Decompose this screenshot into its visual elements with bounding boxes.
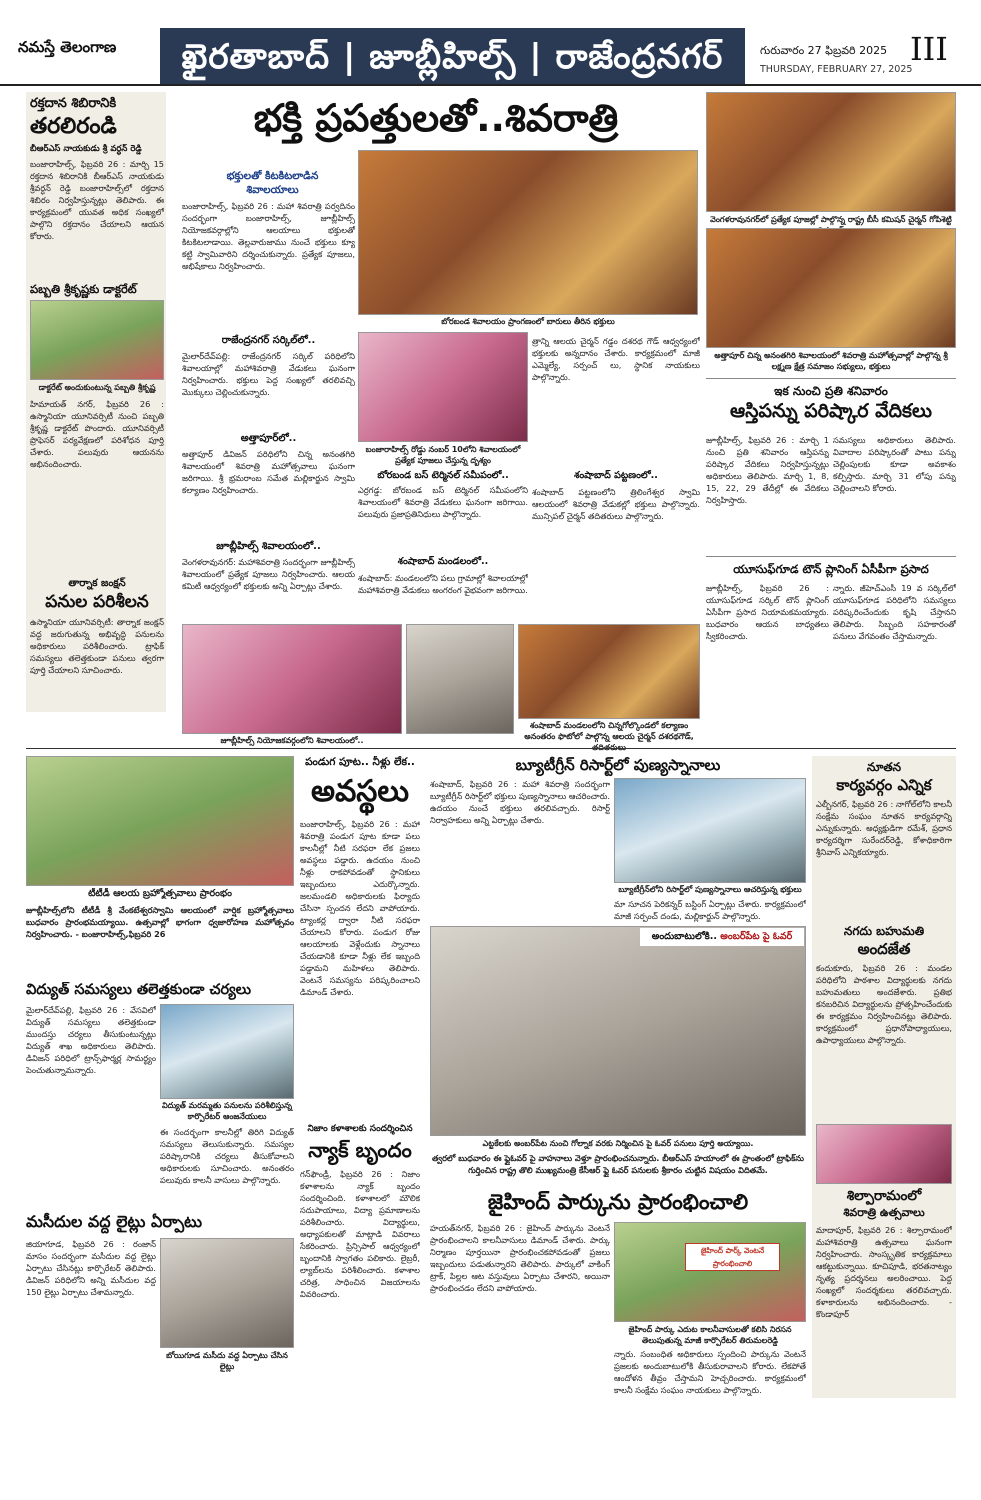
edition-title: ఖైరతాబాద్ | జూబ్లీహిల్స్ | రాజేంద్రనగర్	[160, 28, 745, 86]
property-tax-headline: ఆస్తిపన్ను పరిష్కార వేదికలు	[730, 400, 932, 422]
masthead	[0, 0, 981, 86]
mosque-body: జియాగూడ, ఫిబ్రవరి 26 : రంజాన్ మాసం సందర్భంగా మసీదుల వద్ద లైట్లు ఏర్పాటు చేసినట్లు కార్పొరేటర్ తెలిపారు. డివిజన్ పరిధిలోని అన్ని మసీదుల వద్ద 150 లైట్లు ఏర్పాటు చేశామన్నారు.	[26, 1239, 156, 1297]
water-headline: అవస్థలు	[310, 774, 410, 809]
lead-body-7: త్రాన్ని ఆలయ చైర్మన్ గడ్డం దశరథ గౌడ్ ఆధ్వర్యంలో భక్తులకు అన్నదానం చేశారు. కార్యక్రమంలో మాజీ ఎమ్మెల్యే, సర్పంచ్ లు, స్థానిక నాయకులు పాల్గొన్నారు.	[532, 336, 700, 382]
left-headline-2: పబ్బతి శ్రీకృష్ణకు డాక్టరేట్	[30, 282, 137, 296]
right-top-photo-caption-2: అత్తాపూర్ చిన్న అనంతగిరి శివాలయంలో శివరాత్రి మహోత్సవాల్లో పాల్గొన్న శ్రీ లక్ష్మణ క్షేత్ర సమాజం సభ్యులు, భక్తులు	[714, 351, 948, 371]
right-body-2: కందుకూరు, ఫిబ్రవరి 26 : మండల పరిధిలోని పాఠశాల విద్యార్థులకు నగదు బహుమతులు అందజేశారు. ప్రతిభ కనబరిచిన విద్యార్థులను ప్రోత్సహించేందుకు ఈ కార్యక్రమం నిర్వహించినట్లు తెలిపారు. కార్యక్రమంలో ప్రధానోపాధ్యాయులు, ఉపాధ్యాయులు పాల్గొన్నారు.	[816, 963, 952, 1045]
resort-photo	[614, 778, 806, 883]
lead-sub-attapur: అత్తాపూర్‌లో..	[240, 433, 297, 444]
ttd-photo-caption: టీటీడీ ఆలయ బ్రహ్మోత్సవాలు ప్రారంభం	[88, 888, 232, 899]
left-body-1: బంజారాహిల్స్, ఫిబ్రవరి 26 : మార్చి 15 రక్తదాన శిబిరానికి బీఆర్ఎస్ నాయకుడు శ్రీవర్ధన్ రెడ్డి బంజారాహిల్స్‌లో రక్తదాన శిబిరం నిర్వహిస్తున్నట్లు తెలిపారు. ఈ కార్యక్రమంలో యువత అధిక సంఖ్యలో పాల్గొని రక్తదానం చేయాలని ఆయన కోరారు.	[30, 159, 164, 241]
property-tax-body-1: జూబ్లీహిల్స్, ఫిబ్రవరి 26 : మార్చి 1 నుంచి ప్రతి శనివారం ఆస్తిపన్ను పరిష్కార వేదికలు నిర్వహిస్తున్నట్లు అధికారులు తెలిపారు. మార్చి 1, 8, 15, 22, 29 తేదీల్లో ఈ వేదికలు నిర్వహిస్తారు.	[706, 435, 829, 505]
property-tax-body-2: సమస్యలు అధికారులు తెలిపారు. వివాదాల పరిష్కారంతో పాటు పన్ను చెల్లింపులకు కూడా అవకాశం కల్పిస్తారు. మార్చి 31 లోపు పన్ను చెల్లించాలని కోరారు.	[833, 435, 956, 493]
brand-name: నమస్తే తెలంగాణ	[18, 38, 117, 56]
naac-kicker: నిజాం కళాశాలకు సందర్శించిన	[307, 1124, 413, 1134]
right-headline-2: అందజేత	[857, 940, 911, 958]
lead-body-3: అత్తాపూర్ డివిజన్ పరిధిలోని చిన్న అనంతగిరి శివాలయంలో శివరాత్రి మహోత్సవాలు ఘనంగా జరిగాయి. శ్రీ భ్రమరాంబ సమేత మల్లికార్జున స్వామి కల్యాణం నిర్వహించారు.	[182, 449, 355, 495]
park-photo-caption: జైహింద్ పార్కు ఎదుట కాలనీవాసులతో కలిసి నిరసన తెలుపుతున్న మాజీ కార్పొరేటర్ తిరుమలరెడ్డి	[628, 1325, 792, 1345]
left-kicker-3: తార్నాక జంక్షన్	[68, 578, 126, 589]
right-headline-1: కార్యవర్గం ఎన్నిక	[836, 776, 932, 794]
page-fold-divider	[26, 748, 956, 749]
left-photo-caption-1: డాక్టరేట్ అందుకుంటున్న పబ్బతి శ్రీకృష్ణ	[38, 383, 156, 392]
lead-body-4: వెంగళరావునగర్: మహాశివరాత్రి సందర్భంగా జూబ్లీహిల్స్ శివాలయంలో ప్రత్యేక పూజలు నిర్వహించారు. ఆలయ కమిటీ ఆధ్వర్యంలో భక్తులకు అన్ని ఏర్పాట్లు చేశారు.	[182, 557, 355, 591]
park-headline: జైహింద్ పార్కును ప్రారంభించాలి	[487, 1190, 749, 1214]
lead-kicker-2: శివాలయాలు	[246, 184, 299, 196]
flyover-label-kicker: అందుబాటులోకి..	[651, 931, 717, 942]
lead-mid-photo-caption: బంజారాహిల్స్ రోడ్డు నంబర్ 10లోని శివాలయంలో ప్రత్యేక పూజలు చేస్తున్న దృశ్యం	[365, 445, 521, 465]
park-body-2: న్నారు. సంబంధిత అధికారులు స్పందించి పార్కును వెంటనే ప్రజలకు అందుబాటులోకి తీసుకురావాలని కోరారు. లేకపోతే ఆందోళన తీవ్రం చేస్తామని హెచ్చరించారు. కార్యక్రమంలో కాలనీ సంక్షేమ సంఘం నాయకులు పాల్గొన్నారు.	[614, 1349, 806, 1395]
left-kicker-1: రక్తదాన శిబిరానికి	[30, 96, 117, 111]
date-english: THURSDAY, FEBRUARY 27, 2025	[760, 64, 913, 75]
lead-body-8: శంషాబాద్ పట్టణంలోని త్రిలింగేశ్వర స్వామి ఆలయంలో శివరాత్రి వేడుకల్లో భక్తులు పాల్గొన్నారు. మున్సిపల్ చైర్మన్ తదితరులు పాల్గొన్నారు.	[532, 487, 700, 521]
left-body-3: ఉస్మానియా యూనివర్సిటీ: తార్నాక జంక్షన్ వద్ద జరుగుతున్న అభివృద్ధి పనులను అధికారులు పరిశీలించారు. ట్రాఫిక్ సమస్యలు తలెత్తకుండా పనులు త్వరగా పూర్తి చేయాలని సూచించారు.	[30, 617, 164, 675]
flyover-caption-1: ఎట్టకేలకు అంబర్‌పేట నుంచి గోల్నాక వరకు నిర్మించిన పై ఓవర్ పనులు పూర్తి అయ్యాయి.	[482, 1139, 754, 1148]
flyover-label: అంబర్‌పేట పై ఓవర్	[720, 931, 793, 942]
property-tax-kicker: ఇక నుంచి ప్రతి శనివారం	[774, 384, 888, 398]
flyover-label-box	[640, 928, 804, 946]
lead-sub-borabanda: బోరబండ బస్ టెర్మినల్ సమీపంలో..	[377, 470, 509, 481]
lead-mid-photo	[358, 332, 528, 442]
lead-body-5: ఎర్రగడ్డ: బోరబండ బస్ టెర్మినల్ సమీపంలోని శివాలయంలో శివరాత్రి వేడుకలు ఘనంగా జరిగాయి. పలువురు ప్రజాప్రతినిధులు పాల్గొన్నారు.	[358, 485, 528, 519]
doctorate-photo	[30, 300, 164, 380]
resort-body-1: శంషాబాద్, ఫిబ్రవరి 26 : మహా శివరాత్రి సందర్భంగా బ్యూటీగ్రీన్ రిసార్ట్‌లో భక్తులు పుణ్యస్నానాలు ఆచరించారు. ఉదయం నుంచే భక్తులు తరలివచ్చారు. రిసార్ట్ నిర్వాహకులు అన్ని ఏర్పాట్లు చేశారు.	[430, 779, 610, 825]
right-top-divider	[706, 378, 956, 379]
right-kicker-1: నూతన	[866, 760, 902, 774]
acp-headline: యూసుఫ్‌గూడ టౌన్ ప్లానింగ్ ఏసీపీగా ప్రసాద	[733, 562, 929, 576]
mosque-photo-caption: బోయిగూడ మసీదు వద్ద ఏర్పాటు చేసిన లైట్లు	[166, 1351, 288, 1371]
lead-sub-rajendranagar: రాజేంద్రనగర్ సర్కిల్‌లో..	[221, 335, 316, 346]
water-body: బంజారాహిల్స్, ఫిబ్రవరి 26 : మహా శివరాత్రి పండుగ పూట కూడా పలు కాలనీల్లో నీటి సరఫరా లేక ప్రజలు అవస్థలు పడ్డారు. ఉదయం నుంచి నీళ్లు రాకపోవడంతో స్థానికులు ఇబ్బందులు ఎదుర్కొన్నారు. జలమండలి అధికారులకు ఫిర్యాదు చేసినా స్పందన లేదని వాపోయారు. ట్యాంకర్ల ద్వారా నీటి సరఫరా చేయాలని కోరారు. పండుగ రోజు ఆలయాలకు వెళ్లేందుకు స్నానాలు చేయడానికి కూడా నీళ్లు లేక ఇబ్బంది పడ్డామని మహిళలు తెలిపారు. వెంటనే సమస్యను పరిష్కరించాలని డిమాండ్ చేశారు.	[300, 819, 420, 997]
lead-body-2: మైలార్‌దేవ్‌పల్లి: రాజేంద్రనగర్ సర్కిల్ పరిధిలోని శివాలయాల్లో మహాశివరాత్రి వేడుకలు ఘనంగా నిర్వహించారు. భక్తులు పెద్ద సంఖ్యలో తరలివచ్చి మొక్కులు చెల్లించుకున్నారు.	[182, 351, 355, 397]
left-subhead-1: బీఆర్ఎస్ నాయకుడు శ్రీ వర్ధన్ రెడ్డి	[30, 144, 142, 154]
lead-body-6: శంషాబాద్: మండలంలోని పలు గ్రామాల్లో శివాలయాల్లో మహాశివరాత్రి వేడుకలు అంగరంగ వైభవంగా జరిగాయి.	[358, 573, 528, 595]
park-body-1: హయత్‌నగర్, ఫిబ్రవరి 26 : జైహింద్ పార్కును వెంటనే ప్రారంభించాలని కాలనీవాసులు డిమాండ్ చేశారు. పార్కు నిర్మాణం పూర్తయినా ప్రారంభించకపోవడంతో ప్రజలు ఇబ్బందులు పడుతున్నారని తెలిపారు. పార్కులో వాకింగ్ ట్రాక్, పిల్లల ఆట వస్తువులు ఏర్పాటు చేశారని, అయినా ప్రారంభించడం లేదని వాపోయారు.	[430, 1223, 610, 1293]
power-photo	[160, 1004, 294, 1099]
lead-bottom-photo-2	[406, 624, 514, 734]
date-telugu: గురువారం 27 ఫిబ్రవరి 2025	[760, 44, 888, 57]
park-photo	[614, 1222, 806, 1322]
right-top-divider-2	[706, 556, 956, 557]
left-column	[26, 92, 166, 712]
left-headline-1: తరలిరండి	[30, 114, 117, 139]
right-headline-3b: శివరాత్రి ఉత్సవాలు	[843, 1206, 925, 1219]
ttd-photo	[26, 756, 294, 886]
left-body-2: హిమాయత్ నగర్, ఫిబ్రవరి 26 : ఉస్మానియా యూనివర్సిటీ నుంచి పబ్బతి శ్రీకృష్ణ డాక్టరేట్ పొందారు. యూనివర్సిటీ ప్రొఫెసర్ పర్యవేక్షణలో పరిశోధన పూర్తి చేశారు. పలువురు ఆయనను అభినందించారు.	[30, 399, 164, 469]
lead-headline: భక్తి ప్రపత్తులతో..శివరాత్రి	[253, 96, 619, 140]
left-headline-3: పనుల పరిశీలన	[45, 592, 149, 612]
water-kicker: పండుగ పూట.. నీళ్లు లేక..	[305, 756, 415, 768]
ttd-caption-body: జూబ్లీహిల్స్‌లోని టీటీడీ శ్రీ వేంకటేశ్వరస్వామి ఆలయంలో వార్షిక బ్రహ్మోత్సవాలు బుధవారం ప్రారంభమయ్యాయి. ఉత్సవాల్లో భాగంగా ధ్వజారోహణ మహోత్సవం నిర్వహించారు. - బంజారాహిల్స్,ఫిబ్రవరి 26	[26, 905, 294, 939]
page-number: III	[910, 30, 948, 68]
power-headline: విద్యుత్ సమస్యలు తలెత్తకుండా చర్యలు	[26, 982, 252, 998]
lead-main-photo	[358, 150, 698, 315]
lead-bottom-photo-3	[518, 624, 700, 719]
lead-kicker: భక్తులతో కిటకిటలాడిన	[226, 170, 319, 182]
naac-headline: న్యాక్ బృందం	[308, 1138, 412, 1162]
right-top-photo-2	[706, 228, 956, 348]
naac-body: గన్‌ఫౌండ్రీ, ఫిబ్రవరి 26 : నిజాం కళాశాలను న్యాక్ బృందం సందర్శించింది. కళాశాలలో మౌలిక సదుపాయాలు, విద్యా ప్రమాణాలను పరిశీలించారు. విద్యార్థులు, అధ్యాపకులతో మాట్లాడి వివరాలు సేకరించారు. ప్రిన్సిపాల్ ఆధ్వర్యంలో బృందానికి స్వాగతం పలికారు. లైబ్రరీ, ల్యాబ్‌లను పరిశీలించారు. కళాశాల చరిత్ర, సాధించిన విజయాలను వివరించారు.	[300, 1169, 420, 1299]
power-body-1: మైలార్‌దేవ్‌పల్లి, ఫిబ్రవరి 26 : వేసవిలో విద్యుత్ సమస్యలు తలెత్తకుండా ముందస్తు చర్యలు తీసుకుంటున్నట్లు విద్యుత్ శాఖ అధికారులు తెలిపారు. డివిజన్ పరిధిలో ట్రాన్స్‌ఫార్మర్ల సామర్థ్యం పెంచుతున్నామన్నారు.	[26, 1005, 156, 1075]
lead-bottom-photo-caption-1: జూబ్లీహిల్స్ నియోజకవర్గంలోని శివాలయంలో..	[220, 736, 364, 745]
power-body-2: ఈ సందర్భంగా కాలనీల్లో తిరిగి విద్యుత్ సమస్యలు తెలుసుకున్నారు. సమస్యల పరిష్కారానికి చర్యలు తీసుకోవాలని అధికారులకు సూచించారు. అనంతరం పలువురు కాలనీ వాసులు పాల్గొన్నారు.	[160, 1127, 294, 1185]
lead-bottom-photo-caption-3: శంషాబాద్ మండలంలోని చిన్నగోల్కొండలో కల్యాణం అనంతరం ఫొటోలో పాల్గొన్న ఆలయ చైర్మన్ దశరథగౌడ్,	[524, 721, 694, 741]
right-body-3: మాదాపూర్, ఫిబ్రవరి 26 : శిల్పారామంలో మహాశివరాత్రి ఉత్సవాలు ఘనంగా నిర్వహించారు. సాంస్కృతిక కార్యక్రమాలు ఆకట్టుకున్నాయి. కూచిపూడి, భరతనాట్యం నృత్య ప్రదర్శనలు అలరించాయి. పెద్ద సంఖ్యలో సందర్శకులు తరలివచ్చారు. కళాకారులను అభినందించారు. - కొండాపూర్	[816, 1225, 952, 1319]
acp-body-2: న్నారు. జీహెచ్ఎంసీ 19 వ సర్కిల్‌లో యూసుఫ్‌గూడ పరిధిలోని సమస్యలు పరిష్కరించేందుకు కృషి చేస్తానని తెలిపారు. సిబ్బంది సహకారంతో పనులు వేగవంతం చేస్తామన్నారు.	[833, 583, 956, 641]
lead-bottom-photo-1	[182, 624, 402, 734]
lead-sub-jubilee: జూబ్లీహిల్స్ శివాలయంలో..	[216, 541, 321, 552]
mosque-photo	[160, 1238, 294, 1348]
right-kicker-2: నగదు బహుమతి	[843, 924, 925, 938]
lead-sub-shamshabad: శంషాబాద్ మండలంలో..	[397, 556, 489, 567]
lead-sub-shamshabad-town: శంషాబాద్ పట్టణంలో..	[574, 470, 658, 481]
right-body-1: ఎల్బీనగర్, ఫిబ్రవరి 26 : నాగోల్‌లోని కాలనీ సంక్షేమ సంఘం నూతన కార్యవర్గాన్ని ఎన్నుకున్నారు. అధ్యక్షుడిగా రమేశ్, ప్రధాన కార్యదర్శిగా సురేందర్‌రెడ్డి, కోశాధికారిగా శ్రీనివాస్ ఎన్నికయ్యారు.	[816, 799, 952, 857]
flyover-caption-2: త్వరలో బుధవారం ఈ ఫ్లైఓవర్ పై వాహనాలు వెళ్తూ ప్రారంభించనున్నారు. బీఆర్ఎస్ హయాంలో ఈ ప్రాంతంలో ట్రాఫిక్‌ను గుర్తించిన రాష్ట్ర తొలి ముఖ్యమంత్రి కేసీఆర్ ఫ్లై ఓవర్ పనులకు శ్రీకారం చుట్టిన విషయం విదితమే.	[432, 1153, 804, 1175]
shilparamam-photo	[816, 1124, 952, 1184]
right-headline-3: శిల్పారామంలో	[846, 1188, 922, 1204]
resort-body-2: మా సూచన పెరికన్నర్ బస్టింగ్ ఏర్పాట్లు చేశారు. కార్యక్రమంలో మాజీ సర్పంచ్ దండు, మల్లికార్జున్ పాల్గొన్నారు.	[614, 899, 806, 921]
mosque-headline: మసీదుల వద్ద లైట్లు ఏర్పాటు	[26, 1212, 203, 1231]
lead-body-1: బంజారాహిల్స్, ఫిబ్రవరి 26 : మహా శివరాత్రి పర్వదినం సందర్భంగా బంజారాహిల్స్, జూబ్లీహిల్స్ నియోజకవర్గాల్లోని ఆలయాలు భక్తులతో కిటకిటలాడాయి. తెల్లవారుజాము నుంచే భక్తులు క్యూ కట్టి స్వామివారిని దర్శించుకున్నారు. ప్రత్యేక పూజలు, అభిషేకాలు నిర్వహించారు.	[182, 201, 355, 271]
resort-photo-caption: బ్యూటీగ్రీన్‌లోని రిసార్ట్‌లో పుణ్యస్నానాలు ఆచరిస్తున్న భక్తులు	[618, 885, 802, 894]
lead-main-photo-caption: బోరబండ శివాలయం ప్రాంగణంలో బారులు తీరిన భక్తులు	[441, 317, 615, 326]
park-banner: జైహింద్ పార్క్ వెంటనే ప్రారంభించాలి	[685, 1243, 780, 1271]
right-column	[812, 756, 956, 1398]
power-photo-caption: విద్యుత్ మరమ్మతు పనులను పరిశీలిస్తున్న కార్పొరేటర్ ఆంజనేయులు	[161, 1101, 292, 1121]
right-top-photo-caption-1: వెంగళరావునగర్‌లో ప్రత్యేక పూజల్లో పాల్గొన్న రాష్ట్ర బీసీ కమిషన్ చైర్మన్ గోపిశెట్టి	[710, 215, 952, 224]
right-top-photo-1	[706, 92, 956, 212]
flyover-photo	[430, 926, 806, 1136]
acp-body-1: జూబ్లీహిల్స్, ఫిబ్రవరి 26 : యూసుఫ్‌గూడ సర్కిల్ టౌన్ ప్లానింగ్ ఏసీపీగా ప్రసాద నియామకమయ్యారు. బుధవారం ఆయన బాధ్యతలు స్వీకరించారు.	[706, 583, 829, 641]
resort-headline: బ్యూటీగ్రీన్ రిసార్ట్‌లో పుణ్యస్నానాలు	[515, 756, 721, 774]
